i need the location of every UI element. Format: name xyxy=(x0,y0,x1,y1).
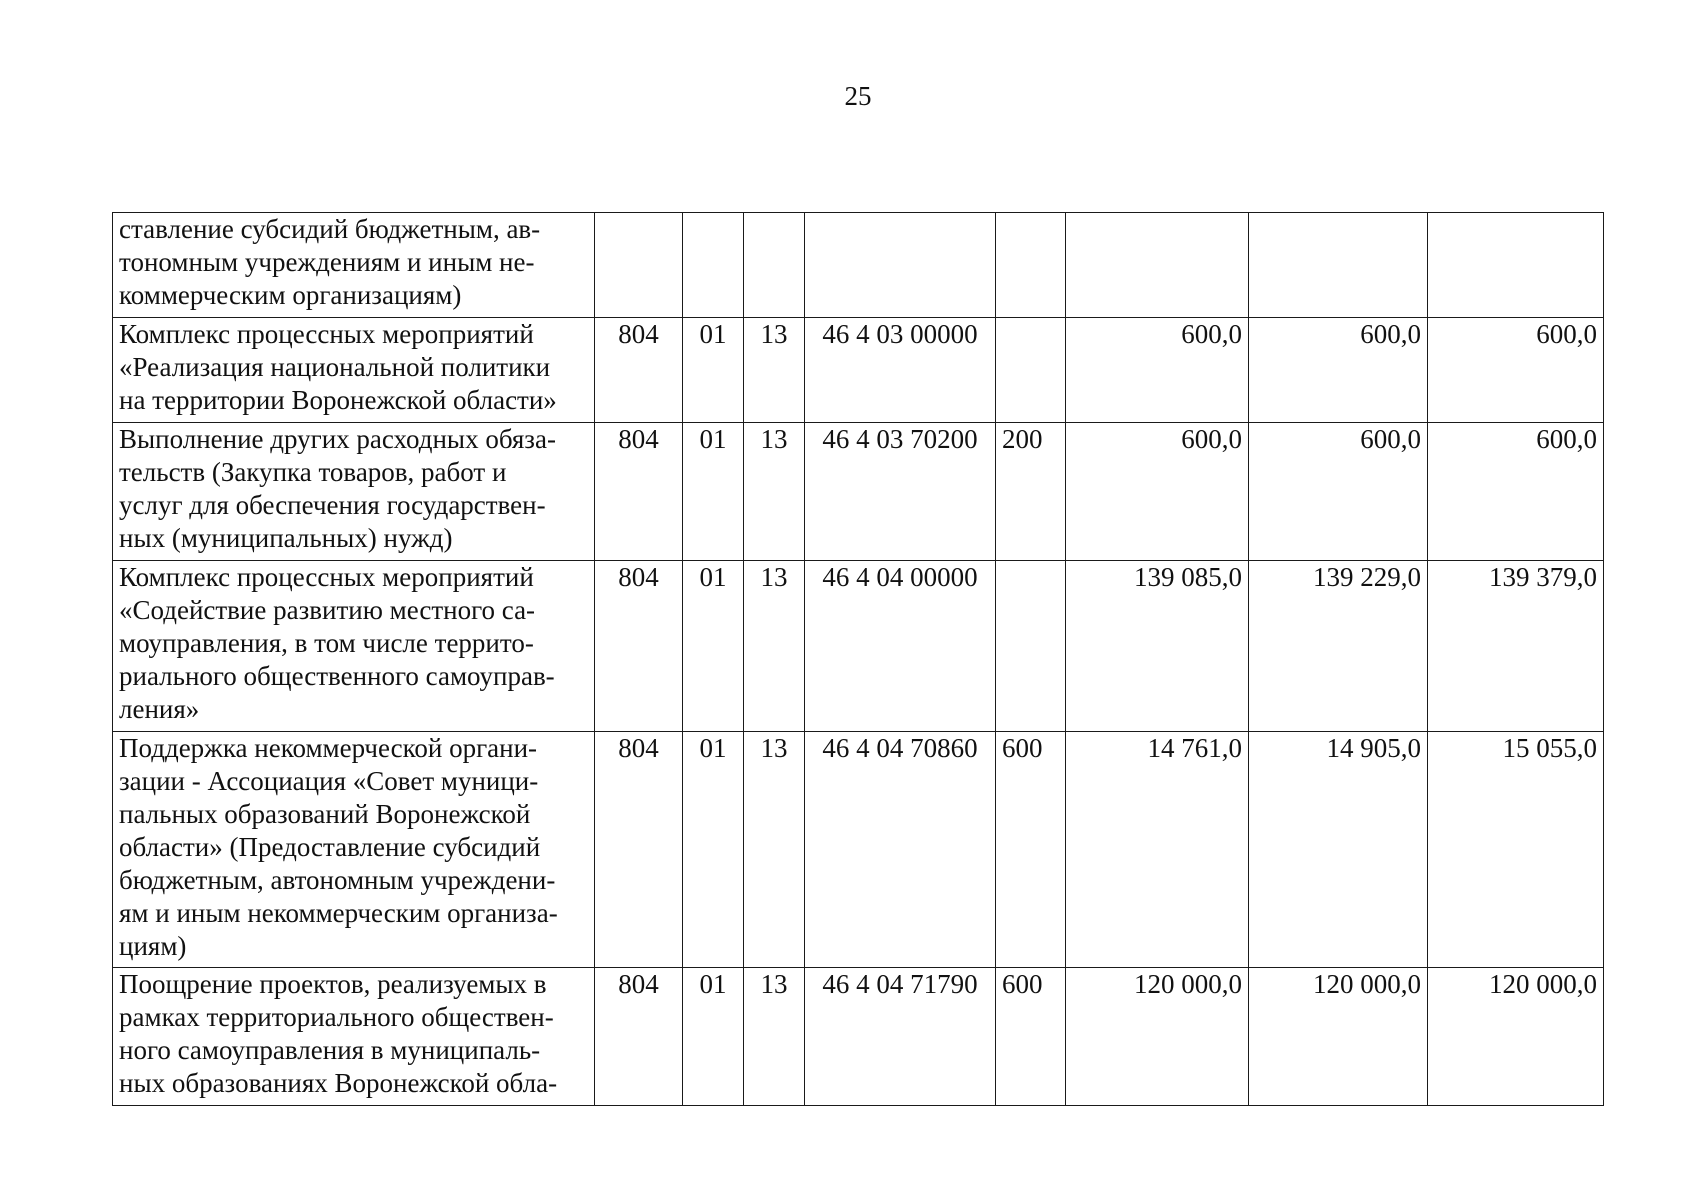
cell-name-line: рамках территориального обществен- xyxy=(119,1002,554,1032)
cell-amount-3: 15 055,0 xyxy=(1428,732,1604,968)
cell-section xyxy=(683,213,744,318)
cell-name-line: ставление субсидий бюджетным, ав- xyxy=(119,214,541,244)
cell-name-line: «Содействие развитию местного са- xyxy=(119,595,536,625)
cell-section: 01 xyxy=(683,423,744,561)
cell-amount-1 xyxy=(1066,213,1249,318)
cell-section: 01 xyxy=(683,732,744,968)
cell-target-article xyxy=(805,213,996,318)
cell-name-line: Поощрение проектов, реализуемых в xyxy=(119,969,547,999)
cell-name xyxy=(113,968,595,1106)
cell-section: 01 xyxy=(683,318,744,423)
cell-name-line: циям) xyxy=(119,931,187,961)
cell-subsection: 13 xyxy=(744,732,805,968)
cell-amount-2: 120 000,0 xyxy=(1249,968,1428,1106)
cell-ved: 804 xyxy=(595,318,683,423)
cell-target-article: 46 4 04 00000 xyxy=(805,561,996,732)
cell-name-line: коммерческим организациям) xyxy=(119,280,462,310)
cell-amount-2: 600,0 xyxy=(1249,423,1428,561)
cell-amount-3: 600,0 xyxy=(1428,423,1604,561)
cell-expense-type xyxy=(996,318,1066,423)
page-number: 25 xyxy=(844,81,872,111)
cell-target-article: 46 4 04 71790 xyxy=(805,968,996,1106)
cell-subsection: 13 xyxy=(744,423,805,561)
cell-section: 01 xyxy=(683,561,744,732)
cell-name xyxy=(113,561,595,732)
cell-name-line: «Реализация национальной политики xyxy=(119,352,551,382)
cell-name-line: ления» xyxy=(119,694,200,724)
table-row xyxy=(113,213,1604,318)
cell-amount-2: 139 229,0 xyxy=(1249,561,1428,732)
cell-expense-type: 200 xyxy=(996,423,1066,561)
cell-amount-1: 600,0 xyxy=(1066,318,1249,423)
cell-target-article: 46 4 03 70200 xyxy=(805,423,996,561)
cell-name xyxy=(113,732,595,968)
cell-ved: 804 xyxy=(595,423,683,561)
cell-name-line: области» (Предоставление субсидий xyxy=(119,832,541,862)
cell-name-line: Комплекс процессных мероприятий xyxy=(119,319,534,349)
cell-expense-type: 600 xyxy=(996,968,1066,1106)
cell-name-line: на территории Воронежской области» xyxy=(119,385,557,415)
cell-name-line: пальных образований Воронежской xyxy=(119,799,531,829)
cell-expense-type: 600 xyxy=(996,732,1066,968)
cell-name-line: зации - Ассоциация «Совет муници- xyxy=(119,766,539,796)
table-row xyxy=(113,968,1604,1106)
cell-subsection: 13 xyxy=(744,968,805,1106)
cell-name xyxy=(113,423,595,561)
cell-name-line: тельств (Закупка товаров, работ и xyxy=(119,457,507,487)
cell-ved: 804 xyxy=(595,968,683,1106)
cell-amount-3: 600,0 xyxy=(1428,318,1604,423)
cell-ved: 804 xyxy=(595,561,683,732)
cell-name xyxy=(113,318,595,423)
cell-subsection: 13 xyxy=(744,318,805,423)
cell-name-line: ных (муниципальных) нужд) xyxy=(119,523,453,553)
cell-amount-3: 139 379,0 xyxy=(1428,561,1604,732)
cell-expense-type xyxy=(996,213,1066,318)
cell-name-line: бюджетным, автономным учреждени- xyxy=(119,865,556,895)
budget-table xyxy=(112,212,1604,1106)
cell-amount-2: 600,0 xyxy=(1249,318,1428,423)
cell-name-line: Комплекс процессных мероприятий xyxy=(119,562,534,592)
cell-amount-3: 120 000,0 xyxy=(1428,968,1604,1106)
cell-amount-1: 600,0 xyxy=(1066,423,1249,561)
cell-name-line: риального общественного самоуправ- xyxy=(119,661,555,691)
cell-ved: 804 xyxy=(595,732,683,968)
cell-amount-1: 14 761,0 xyxy=(1066,732,1249,968)
cell-subsection xyxy=(744,213,805,318)
cell-subsection: 13 xyxy=(744,561,805,732)
cell-target-article: 46 4 04 70860 xyxy=(805,732,996,968)
table-row xyxy=(113,732,1604,968)
cell-section: 01 xyxy=(683,968,744,1106)
cell-amount-1: 120 000,0 xyxy=(1066,968,1249,1106)
cell-name-line: Выполнение других расходных обяза- xyxy=(119,424,556,454)
cell-amount-2: 14 905,0 xyxy=(1249,732,1428,968)
cell-name-line: моуправления, в том числе террито- xyxy=(119,628,534,658)
table-row xyxy=(113,423,1604,561)
cell-name-line: ного самоуправления в муниципаль- xyxy=(119,1035,541,1065)
cell-name-line: Поддержка некоммерческой органи- xyxy=(119,733,538,763)
cell-amount-2 xyxy=(1249,213,1428,318)
cell-name xyxy=(113,213,595,318)
table-row xyxy=(113,318,1604,423)
cell-name-line: ям и иным некоммерческим организа- xyxy=(119,898,558,928)
table-row xyxy=(113,561,1604,732)
cell-name-line: ных образованиях Воронежской обла- xyxy=(119,1068,558,1098)
cell-name-line: тономным учреждениям и иным не- xyxy=(119,247,535,277)
cell-ved xyxy=(595,213,683,318)
cell-expense-type xyxy=(996,561,1066,732)
cell-name-line: услуг для обеспечения государствен- xyxy=(119,490,546,520)
cell-amount-3 xyxy=(1428,213,1604,318)
cell-amount-1: 139 085,0 xyxy=(1066,561,1249,732)
cell-target-article: 46 4 03 00000 xyxy=(805,318,996,423)
budget-table-body xyxy=(113,213,1604,1106)
